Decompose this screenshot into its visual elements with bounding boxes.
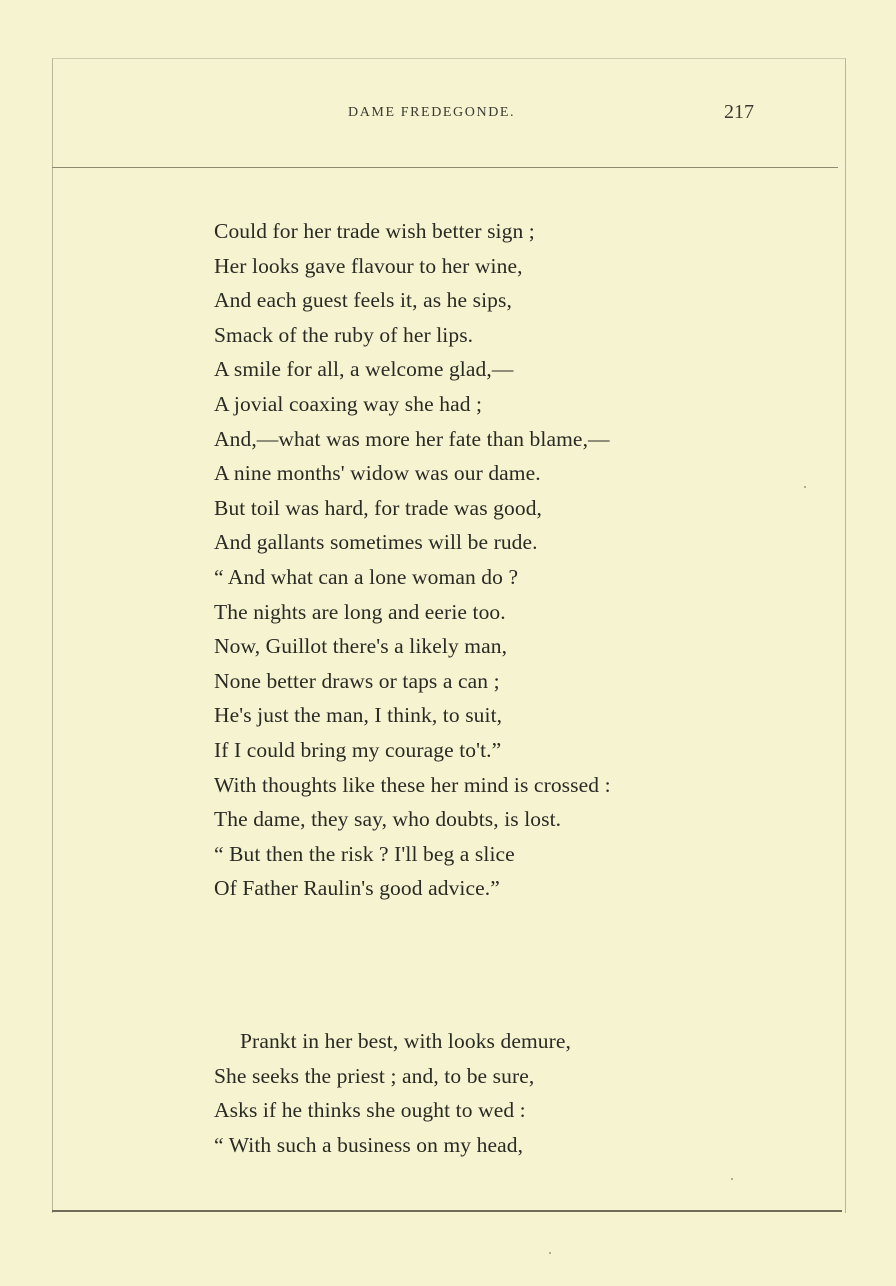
bottom-rule — [52, 1210, 842, 1212]
verse-line: If I could bring my courage to't.” — [214, 737, 502, 762]
verse-line: And each guest feels it, as he sips, — [214, 288, 512, 313]
verse-line: Her looks gave flavour to her wine, — [214, 253, 523, 278]
paper-speck — [549, 1252, 551, 1254]
verse-line: “ With such a business on my head, — [214, 1132, 524, 1157]
verse-line: Now, Guillot there's a likely man, — [214, 634, 508, 659]
verse-line: The dame, they say, who doubts, is lost. — [214, 807, 562, 832]
running-head: DAME FREDEGONDE. — [348, 105, 516, 120]
page-number: 217 — [724, 101, 754, 123]
header-rule — [52, 167, 838, 168]
verse-line: None better draws or taps a can ; — [214, 668, 500, 693]
verse-line: “ But then the risk ? I'll beg a slice — [214, 841, 515, 866]
stanza-2 — [214, 1024, 571, 1162]
verse-line: She seeks the priest ; and, to be sure, — [214, 1063, 535, 1088]
verse-line: The nights are long and eerie too. — [214, 599, 506, 624]
verse-line: A smile for all, a welcome glad,— — [214, 357, 514, 382]
paper-speck — [731, 1178, 733, 1180]
verse-line: Of Father Raulin's good advice.” — [214, 876, 500, 901]
verse-line: And,—what was more her fate than blame,— — [214, 426, 610, 451]
verse-line: Prankt in her best, with looks demure, — [240, 1029, 572, 1053]
verse-line: And gallants sometimes will be rude. — [214, 530, 538, 555]
verse-line: Smack of the ruby of her lips. — [214, 322, 474, 347]
paper-speck — [804, 486, 806, 488]
verse-line: A nine months' widow was our dame. — [214, 461, 541, 486]
verse-line: He's just the man, I think, to suit, — [214, 703, 503, 728]
verse-line: With thoughts like these her mind is crossed : — [214, 772, 611, 797]
verse-line: Could for her trade wish better sign ; — [214, 219, 535, 243]
stanza-1 — [214, 214, 611, 906]
verse-line: “ And what can a lone woman do ? — [214, 564, 519, 589]
verse-line: Asks if he thinks she ought to wed : — [214, 1098, 526, 1123]
verse-line: A jovial coaxing way she had ; — [214, 391, 483, 416]
verse-line: But toil was hard, for trade was good, — [214, 495, 543, 520]
